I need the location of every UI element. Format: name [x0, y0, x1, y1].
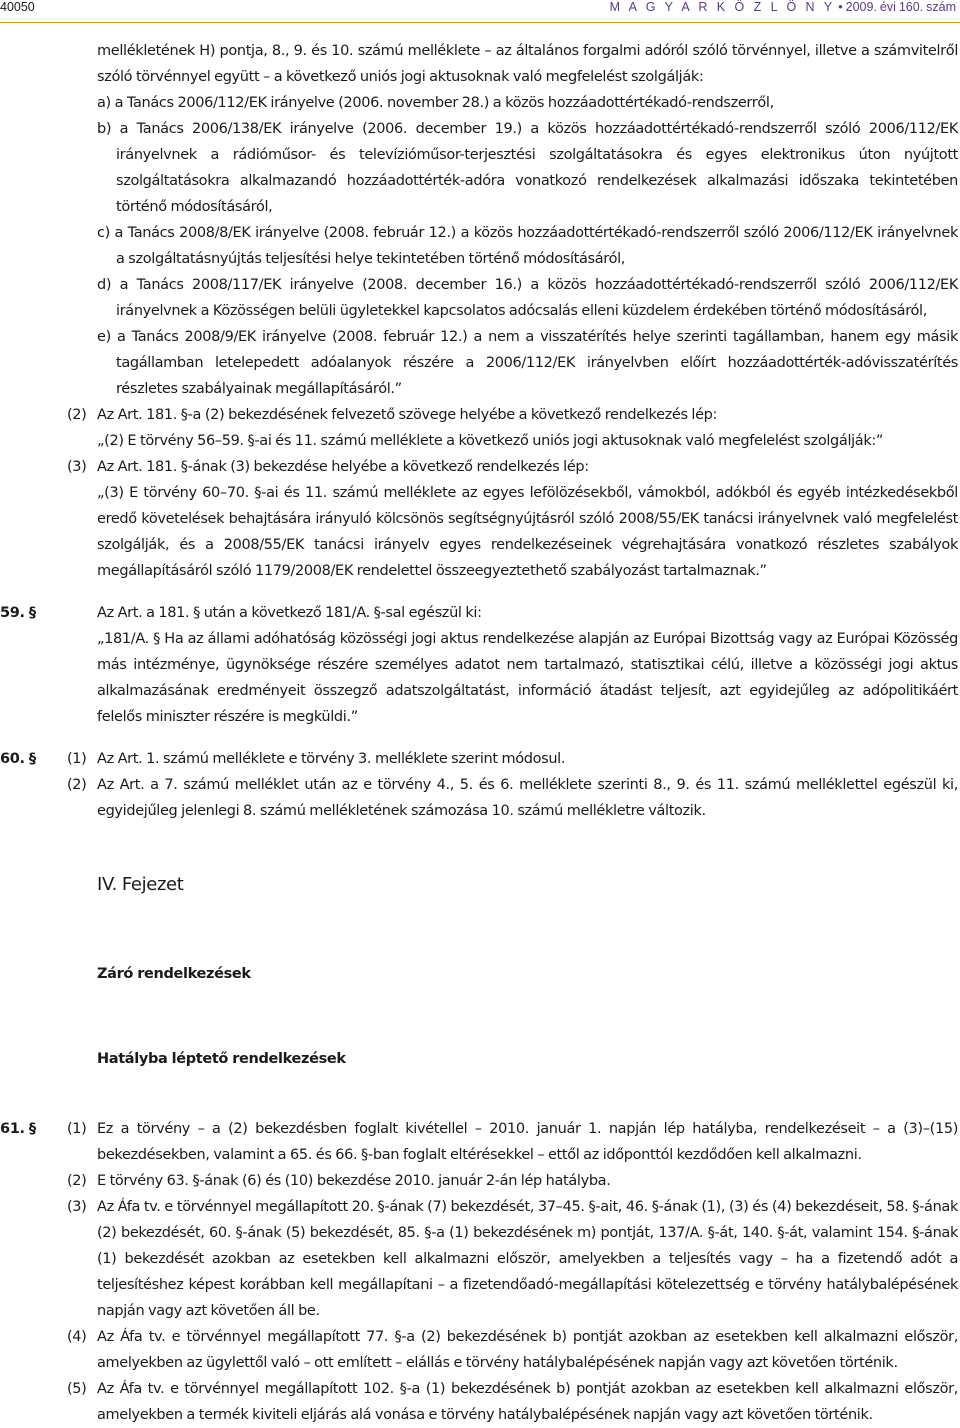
paragraph-number: (3)	[67, 1199, 87, 1215]
quoted-text: „(3) E törvény 60–70. §-ai és 11. számú melléklete az egyes lefölözésekből, vámokból, adókból és egyéb intézkedésekből eredő követelések behajtására irányuló kölcsönös segítségnyújtásról szóló 2008/55/EK tanácsi irányelvnek való megfelelést szolgálják, és a 2008/55/EK tanácsi irányelv egyes rendelkezéseinek végrehajtására vonatkozó részletes szabályok megállapításáról szóló 1179/2008/EK rendelettel összeegyeztethető szabályozást tartalmaznak.”	[97, 485, 958, 579]
paragraph-text: Az Art. 1. számú melléklete e törvény 3. melléklete szerint módosul.	[97, 751, 566, 767]
paragraph-text: Ez a törvény – a (2) bekezdésben foglalt kivétellel – 2010. január 1. napján lép hatályba, rendelkezéseit – a (3)–(15) bekezdésekben, valamint a 65. és 66. §-ban foglalt eltérésekkel – ettől az időponttól kezdődően kell alkalmazni.	[97, 1121, 958, 1163]
paragraph-number: (4)	[67, 1329, 87, 1345]
quoted-text: „181/A. § Ha az állami adóhatóság közösségi jogi aktus rendelkezése alapján az Európai Bizottság vagy az Európai Közösség más intézménye, ügynöksége részére személyes adatot nem tartalmazó, statisztikai célú, illetve a közösségi jogi aktus alkalmazásának eredményeit összegző adatszolgáltatást, információ átadást teljesít, azt egyidejűleg az adópolitikáért felelős miniszter részére is megküldi.”	[97, 631, 958, 725]
paragraph-number: (2)	[67, 777, 87, 793]
header-rule	[0, 22, 960, 23]
paragraph-text: Az Art. 181. §-a (2) bekezdésének felvezető szövege helyébe a következő rendelkezés lép:	[97, 407, 718, 423]
section-61-paragraph-3	[0, 1194, 958, 1324]
section-61	[0, 1116, 958, 1168]
running-title	[610, 0, 956, 14]
intro-paragraph: mellékletének H) pontja, 8., 9. és 10. számú melléklete – az általános forgalmi adóról szóló törvénnyel, illetve a számvitelről szóló törvénnyel együtt – a következő uniós jogi aktusoknak való megfelelést szolgálják:	[97, 43, 958, 85]
paragraph-number: (1)	[67, 1121, 87, 1137]
item-d: d) a Tanács 2008/117/EK irányelve (2008. december 16.) a közös hozzáadottértékadó-rendszerről szóló 2006/112/EK irányelvnek a Közösségen belüli ügyletekkel kapcsolatos adócsalás elleni küzdelem érdekében történő módosításáról,	[97, 277, 958, 319]
paragraph-text: Az Art. a 7. számú melléklet után az e törvény 4., 5. és 6. melléklete szerinti 8., 9. és 11. számú melléklettel egészül ki, egyidejűleg jelenlegi 8. számú mellékletének számozása 10. számú mellékletre változik.	[97, 777, 958, 819]
section-text: Az Art. a 181. § után a következő 181/A. §-sal egészül ki:	[97, 605, 482, 621]
section-59	[0, 600, 958, 626]
paragraph-text: Az Áfa tv. e törvénnyel megállapított 102. §-a (1) bekezdésének b) pontját azokban az esetekben kell alkalmazni először, amelyekben a termék kiviteli eljárás alá vonása e törvény hatálybalépésének napján vagy azt követően történik.	[97, 1381, 958, 1423]
page-number: 40050	[0, 0, 35, 14]
item-c: c) a Tanács 2008/8/EK irányelve (2008. február 12.) a közös hozzáadottértékadó-rendszerről szóló 2006/112/EK irányelvnek a szolgáltatásnyújtás teljesítési helye tekintetében történő módosításáról,	[97, 225, 958, 267]
chapter-title: Záró rendelkezések	[97, 965, 251, 982]
section-label: 59. §	[0, 605, 36, 621]
section-60	[0, 746, 958, 772]
chapter-subtitle: Hatályba léptető rendelkezések	[97, 1050, 346, 1067]
page-header	[0, 0, 960, 14]
paragraph-number: (3)	[67, 459, 87, 475]
section-label: 60. §	[0, 751, 36, 767]
section-61-paragraph-4	[0, 1324, 958, 1376]
paragraph-number: (5)	[67, 1381, 87, 1397]
item-b: b) a Tanács 2006/138/EK irányelve (2006. december 19.) a közös hozzáadottértékadó-rendszerről szóló 2006/112/EK irányelvnek a rádióműsor- és televízióműsor-terjesztési szolgáltatásokra és egyes elektronikus úton nyújtott szolgáltatásokra alkalmazandó hozzáadottérték-adóra vonatkozó rendelkezések alkalmazási időszaka tekintetében történő módosításáról,	[97, 121, 958, 215]
section-60-paragraph-2	[0, 772, 958, 824]
section-label: 61. §	[0, 1121, 36, 1137]
quoted-text: „(2) E törvény 56–59. §-ai és 11. számú melléklete a következő uniós jogi aktusoknak való megfelelést szolgálják:”	[97, 433, 884, 449]
publication-name: M A G Y A R K Ö Z L Ö N Y	[609, 0, 836, 14]
paragraph-number: (1)	[67, 751, 87, 767]
paragraph-number: (2)	[67, 1173, 87, 1189]
paragraph-text: E törvény 63. §-ának (6) és (10) bekezdése 2010. január 2-án lép hatályba.	[97, 1173, 611, 1189]
chapter-number: IV. Fejezet	[97, 874, 184, 895]
issue-number: 2009. évi 160. szám	[845, 0, 956, 14]
item-e: e) a Tanács 2008/9/EK irányelve (2008. február 12.) a nem a visszatérítés helye szerinti tagállamban, hanem egy másik tagállamban letelepedett adóalanyok részére a 2006/112/EK irányelvben előírt hozzáadottérték-adóvisszatérítés részletes szabályainak megállapításáról.”	[97, 329, 958, 397]
item-a: a) a Tanács 2006/112/EK irányelve (2006. november 28.) a közös hozzáadottértékadó-rendszerről,	[97, 95, 774, 111]
section-61-paragraph-2	[0, 1168, 958, 1194]
paragraph-text: Az Art. 181. §-ának (3) bekezdése helyébe a következő rendelkezés lép:	[97, 459, 589, 475]
document-body	[0, 38, 958, 1428]
paragraph-3	[0, 454, 958, 480]
section-61-paragraph-5	[0, 1376, 958, 1428]
paragraph-text: Az Áfa tv. e törvénnyel megállapított 20. §-ának (7) bekezdését, 37–45. §-ait, 46. §-ának (1), (3) és (4) bekezdéseit, 58. §-ának (2) bekezdését, 60. §-ának (5) bekezdését, 85. §-a (1) bekezdésének m) pontját, 137/A. §-át, 140. §-át, valamint 154. §-ának (1) bekezdését azokban az esetekben kell alkalmazni először, amelyekben a teljesítés vagy – ha a fizetendő adót a teljesítéshez képest korábban kell megállapítani – a fizetendőadó-megállapítási kötelezettség e törvény hatálybalépésének napján vagy azt követően áll be.	[97, 1199, 958, 1319]
paragraph-number: (2)	[67, 407, 87, 423]
bullet: •	[838, 0, 843, 14]
paragraph-text: Az Áfa tv. e törvénnyel megállapított 77. §-a (2) bekezdésének b) pontját azokban az esetekben kell alkalmazni először, amelyekben az ügylettől való – ott említett – elállás e törvény hatálybalépésének napján vagy azt követően történik.	[97, 1329, 958, 1371]
paragraph-2	[0, 402, 958, 428]
